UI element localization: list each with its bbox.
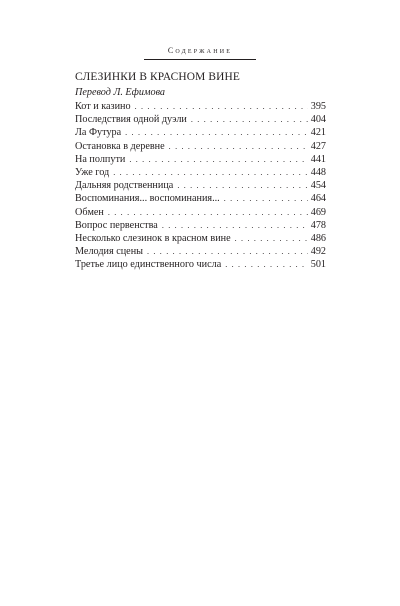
dot-leader [225,258,307,271]
running-head: Содержание [167,46,233,55]
toc-entry-title: Ла Футура [75,127,122,139]
dot-leader [147,245,308,258]
toc-entry-title: Обмен [75,206,104,218]
toc-entry-title: Кот и казино [75,101,131,112]
toc-entry-page: 404 [310,114,326,126]
toc-entry-title: Последствия одной дуэли [75,114,187,126]
toc-entry-page: 501 [310,259,326,271]
toc-entry[interactable] [75,166,326,179]
toc-entry-page: 478 [310,219,326,231]
translator-credit: Перевод Л. Ефимова [75,87,166,98]
toc-entry[interactable] [75,140,326,153]
toc-entry-title: Вопрос первенства [75,219,158,231]
toc-entry-title: Третье лицо единственного числа [75,259,222,271]
dot-leader [129,153,307,166]
toc-entry-page: 421 [310,127,326,139]
toc-entry[interactable] [75,258,326,271]
dot-leader [135,100,308,113]
toc-entry-title: Несколько слезинок в красном вине [75,232,231,244]
toc-entry-page: 492 [310,246,326,258]
toc-entry[interactable] [75,245,326,258]
toc-entry-page: 395 [310,101,326,112]
dot-leader [113,166,308,179]
toc-entry[interactable] [75,153,326,166]
dot-leader [125,126,308,139]
dot-leader [169,140,308,153]
table-of-contents [75,100,326,271]
toc-entry-page: 486 [310,232,326,244]
toc-entry-page: 441 [310,153,326,165]
toc-entry[interactable] [75,192,326,205]
toc-entry-page: 469 [310,206,326,218]
toc-entry-page: 427 [310,140,326,152]
toc-entry[interactable] [75,232,326,245]
dot-leader [191,113,308,126]
dot-leader [162,219,308,232]
dot-leader [235,232,308,245]
section-title: СЛЕЗИНКИ В КРАСНОМ ВИНЕ [75,71,241,83]
toc-entry[interactable] [75,100,326,113]
dot-leader [224,192,308,205]
dot-leader [108,206,308,219]
toc-entry-page: 464 [310,193,326,205]
toc-entry-title: Уже год [75,166,110,178]
running-head-rule [144,59,256,60]
toc-entry-title: На полпути [75,153,126,165]
toc-entry-page: 454 [310,180,326,192]
toc-entry-title: Остановка в деревне [75,140,165,152]
dot-leader [177,179,307,192]
toc-entry-title: Дальняя родственница [75,180,174,192]
toc-entry[interactable] [75,126,326,139]
toc-entry-page: 448 [310,166,326,178]
toc-entry-title: Мелодия сцены [75,246,143,258]
toc-entry[interactable] [75,206,326,219]
toc-entry[interactable] [75,113,326,126]
toc-entry[interactable] [75,219,326,232]
toc-entry[interactable] [75,179,326,192]
toc-entry-title: Воспоминания... воспоминания... [75,193,220,205]
